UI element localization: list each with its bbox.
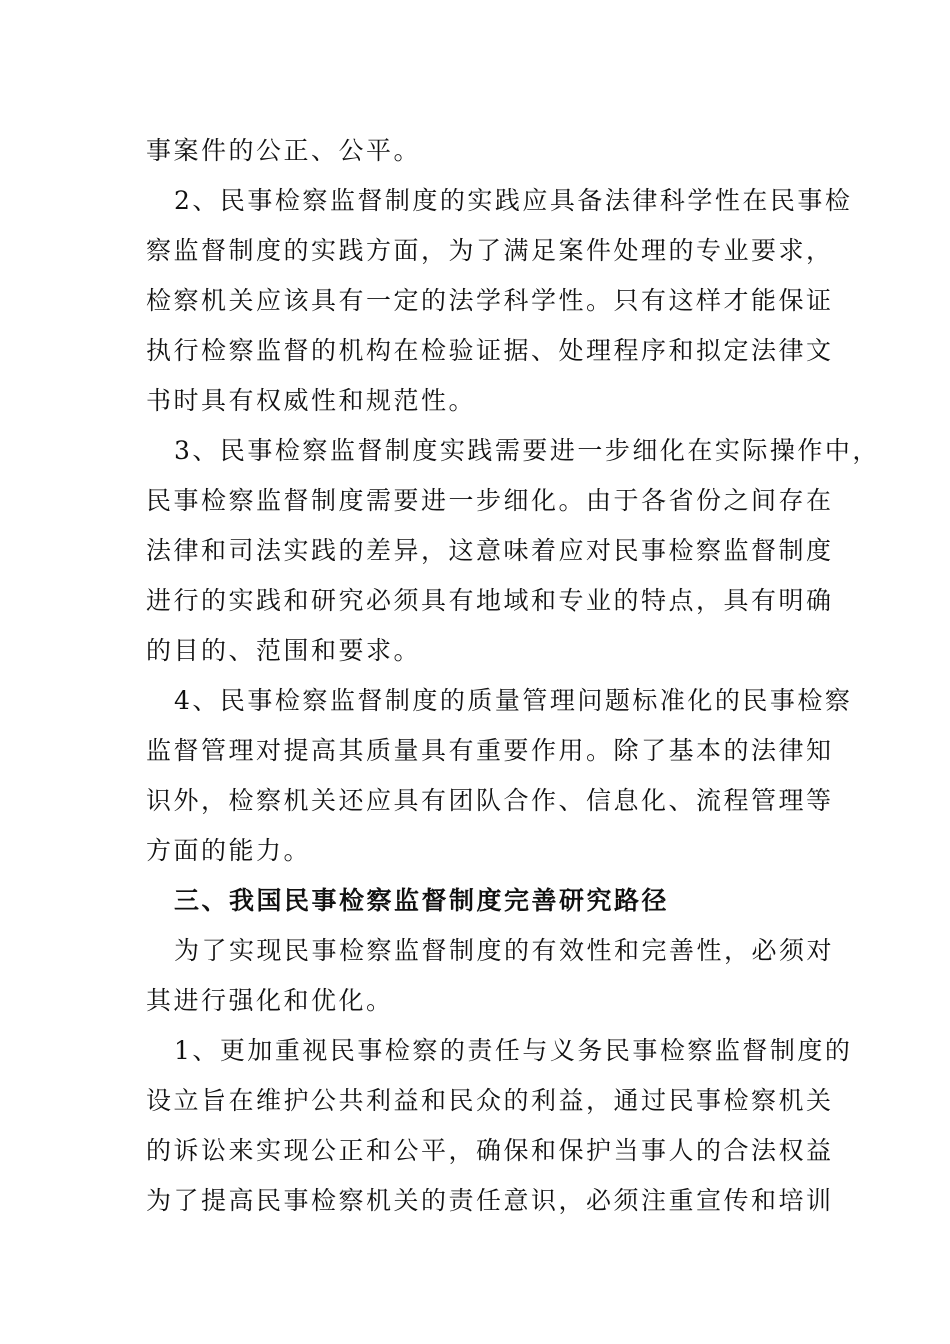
paragraph-2-line: 执行检察监督的机构在检验证据、处理程序和拟定法律文	[146, 336, 834, 365]
paragraph-1-line: 设立旨在维护公共利益和民众的利益，通过民事检察机关	[146, 1086, 834, 1115]
intro-paragraph-line: 为了实现民事检察监督制度的有效性和完善性，必须对	[174, 936, 835, 965]
paragraph-3-line: 3、民事检察监督制度实践需要进一步细化在实际操作中，	[174, 436, 880, 465]
paragraph-1-line: 为了提高民事检察机关的责任意识，必须注重宣传和培训	[146, 1186, 834, 1215]
intro-paragraph-line: 其进行强化和优化。	[146, 986, 394, 1015]
paragraph-4-line: 识外，检察机关还应具有团队合作、信息化、流程管理等	[146, 786, 834, 815]
paragraph-2-line: 书时具有权威性和规范性。	[146, 386, 477, 415]
paragraph-3-line: 进行的实践和研究必须具有地域和专业的特点，具有明确	[146, 586, 834, 615]
section-heading: 三、我国民事检察监督制度完善研究路径	[174, 886, 670, 915]
text-line: 事案件的公正、公平。	[146, 136, 422, 165]
paragraph-3-line: 的目的、范围和要求。	[146, 636, 422, 665]
paragraph-3-line: 法律和司法实践的差异，这意味着应对民事检察监督制度	[146, 536, 834, 565]
paragraph-4-line: 4、民事检察监督制度的质量管理问题标准化的民事检察	[174, 686, 853, 715]
paragraph-2-line: 察监督制度的实践方面，为了满足案件处理的专业要求，	[146, 236, 834, 265]
paragraph-1-line: 1、更加重视民事检察的责任与义务民事检察监督制度的	[174, 1036, 853, 1065]
paragraph-4-line: 方面的能力。	[146, 836, 312, 865]
paragraph-2-line: 2、民事检察监督制度的实践应具备法律科学性在民事检	[174, 186, 853, 215]
paragraph-4-line: 监督管理对提高其质量具有重要作用。除了基本的法律知	[146, 736, 834, 765]
paragraph-2-line: 检察机关应该具有一定的法学科学性。只有这样才能保证	[146, 286, 834, 315]
paragraph-1-line: 的诉讼来实现公正和公平，确保和保护当事人的合法权益	[146, 1136, 834, 1165]
paragraph-3-line: 民事检察监督制度需要进一步细化。由于各省份之间存在	[146, 486, 834, 515]
